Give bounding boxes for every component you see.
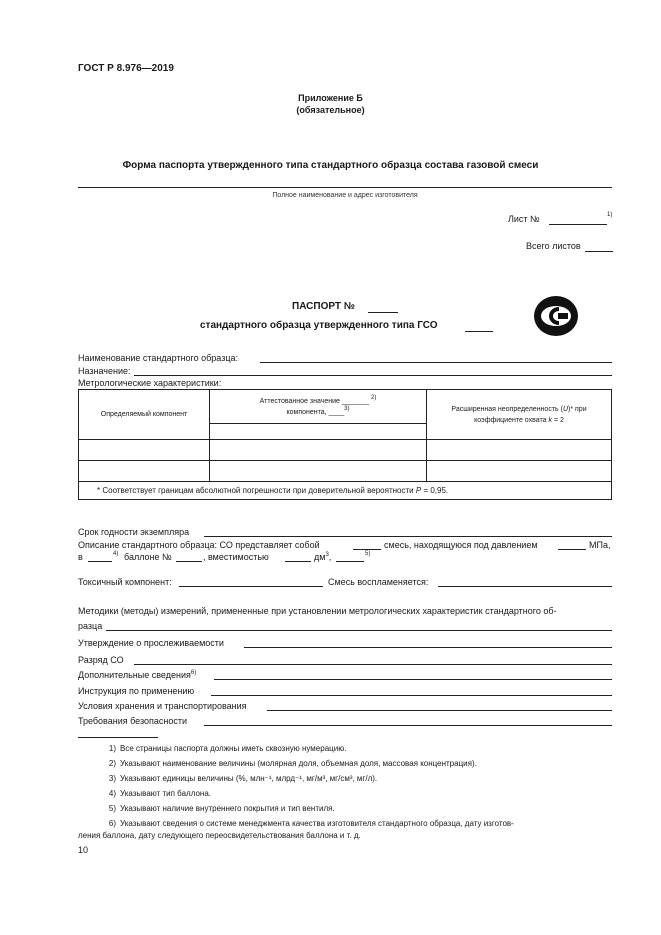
field-methods-cont <box>78 620 612 632</box>
toxic-line <box>179 586 323 587</box>
footnote-2: 2) Указывают наименование величины (молярная доля, объемная доля, массовая концентрация). <box>108 759 477 768</box>
field-storage <box>78 700 612 712</box>
footnote-1: 1) Все страницы паспорта должны иметь сквозную нумерацию. <box>108 744 347 753</box>
passport-title: ПАСПОРТ № <box>292 301 355 312</box>
field-toxic-flammable <box>78 576 612 588</box>
description-label-2: смесь, находящуюся под давлением <box>384 540 538 550</box>
safety-label: Требования безопасности <box>78 716 188 726</box>
maker-line <box>78 187 612 188</box>
footnote-separator <box>78 737 158 738</box>
volume-unit: $дм^3$, <box>314 552 332 562</box>
footnote-4: 4) Указывают тип баллона. <box>108 789 211 798</box>
footnote-6-cont: ления баллона, дату следующего переосвидетельствования баллона и т. д. <box>78 831 361 840</box>
field-metrology <box>78 377 612 389</box>
total-sheets-label: Всего листов <box>526 241 581 251</box>
field-purpose <box>78 365 612 377</box>
field-description <box>78 539 612 551</box>
components-table <box>78 389 612 500</box>
instruction-line <box>211 695 612 696</box>
shelf-life-label: Срок годности экземпляра <box>78 527 190 537</box>
table-note: * Соответствует границам абсолютной погрешности при доверительной вероятности P = 0,95. <box>79 482 612 500</box>
sheet-label: Лист № <box>508 214 540 224</box>
extra-label: Дополнительные сведения$^{6)}$ <box>78 670 197 680</box>
methods-label: Методики (методы) измерений, примененные при установлении метрологических характеристик стандартного об- <box>78 606 557 616</box>
shelf-life-line <box>204 536 612 537</box>
appendix-title: Приложение Б <box>298 93 363 103</box>
appendix-subtitle: (обязательное) <box>296 105 365 115</box>
total-sheets-line <box>585 251 613 252</box>
field-description-cont <box>78 551 612 563</box>
passport-subtitle: стандартного образца утвержденного типа ГСО <box>200 320 438 331</box>
col-uncertainty-header: Расширенная неопределенность (U)* при коэффициенте охвата k = 2 <box>427 390 612 440</box>
table-row <box>79 461 612 482</box>
volume-line <box>285 561 311 562</box>
metrology-label: Метрологические характеристики: <box>78 378 222 388</box>
standard-number: ГОСТ Р 8.976—2019 <box>78 63 174 74</box>
col-value-header: Аттестованное значение _______ $^{2)}$ компонента, ____$^{3)}$ <box>210 390 427 424</box>
footnote-6: 6) Указывают сведения о системе менеджмента качества изготовителя стандартного образца, дату изготов- <box>108 819 514 828</box>
rank-line <box>134 664 612 665</box>
field-rank <box>78 654 612 666</box>
table-row <box>79 440 612 461</box>
traceability-line <box>244 647 612 648</box>
in-label: в <box>78 552 83 562</box>
volume-label: , вместимостью <box>203 552 269 562</box>
purpose-line <box>134 375 612 376</box>
sample-name-line <box>260 362 612 363</box>
field-instruction <box>78 685 612 697</box>
form-title: Форма паспорта утвержденного типа стандартного образца состава газовой смеси <box>122 160 539 171</box>
cylinder-label: баллоне № <box>124 552 172 562</box>
sheet-footnote-mark: 1) <box>607 212 613 218</box>
storage-label: Условия хранения и транспортирования <box>78 701 247 711</box>
value-unit-cell <box>210 424 427 440</box>
sample-name-label: Наименование стандартного образца: <box>78 353 238 363</box>
footnote-3: 3) Указывают единицы величины (%, млн⁻¹, млрд⁻¹, мг/м³, мг/см³, мг/л). <box>108 774 378 783</box>
field-methods <box>78 605 612 617</box>
toxic-label: Токсичный компонент: <box>78 577 172 587</box>
pressure-unit: МПа, <box>589 540 611 550</box>
field-shelf-life <box>78 526 612 538</box>
safety-line <box>204 725 612 726</box>
maker-caption: Полное наименование и адрес изготовителя <box>272 192 418 199</box>
cylinder-type-line <box>88 561 112 562</box>
footnote-5: 5) Указывают наличие внутреннего покрытия и тип вентиля. <box>108 804 335 813</box>
flammable-label: Смесь воспламеняется: <box>328 577 429 587</box>
description-label-1: Описание стандартного образца: СО представляет собой <box>78 540 320 550</box>
field-extra <box>78 669 612 681</box>
footnote-mark-4: 4) <box>113 551 119 557</box>
field-sample-name <box>78 352 612 364</box>
cylinder-number-line <box>176 561 202 562</box>
extra-line <box>214 679 612 680</box>
methods-line <box>106 630 612 631</box>
gso-number-line <box>465 331 493 332</box>
instruction-label: Инструкция по применению <box>78 686 195 696</box>
storage-line <box>267 710 612 711</box>
pressure-line <box>558 549 586 550</box>
sheet-number-line <box>549 224 607 225</box>
approved-type-mark-icon <box>532 294 580 338</box>
passport-number-line <box>368 312 398 313</box>
footnote-mark-5: 5) <box>365 551 371 557</box>
field-traceability <box>78 637 612 649</box>
rank-label: Разряд СО <box>78 655 124 665</box>
table-note-row <box>79 482 612 500</box>
coating-valve-line <box>336 561 364 562</box>
field-safety <box>78 715 612 727</box>
col-component-header: Определяемый компонент <box>79 390 210 440</box>
purpose-label: Назначение: <box>78 366 131 376</box>
flammable-line <box>438 586 612 587</box>
methods-label-2: разца <box>78 621 103 631</box>
page-number: 10 <box>78 845 89 855</box>
traceability-label: Утверждение о прослеживаемости <box>78 638 224 648</box>
